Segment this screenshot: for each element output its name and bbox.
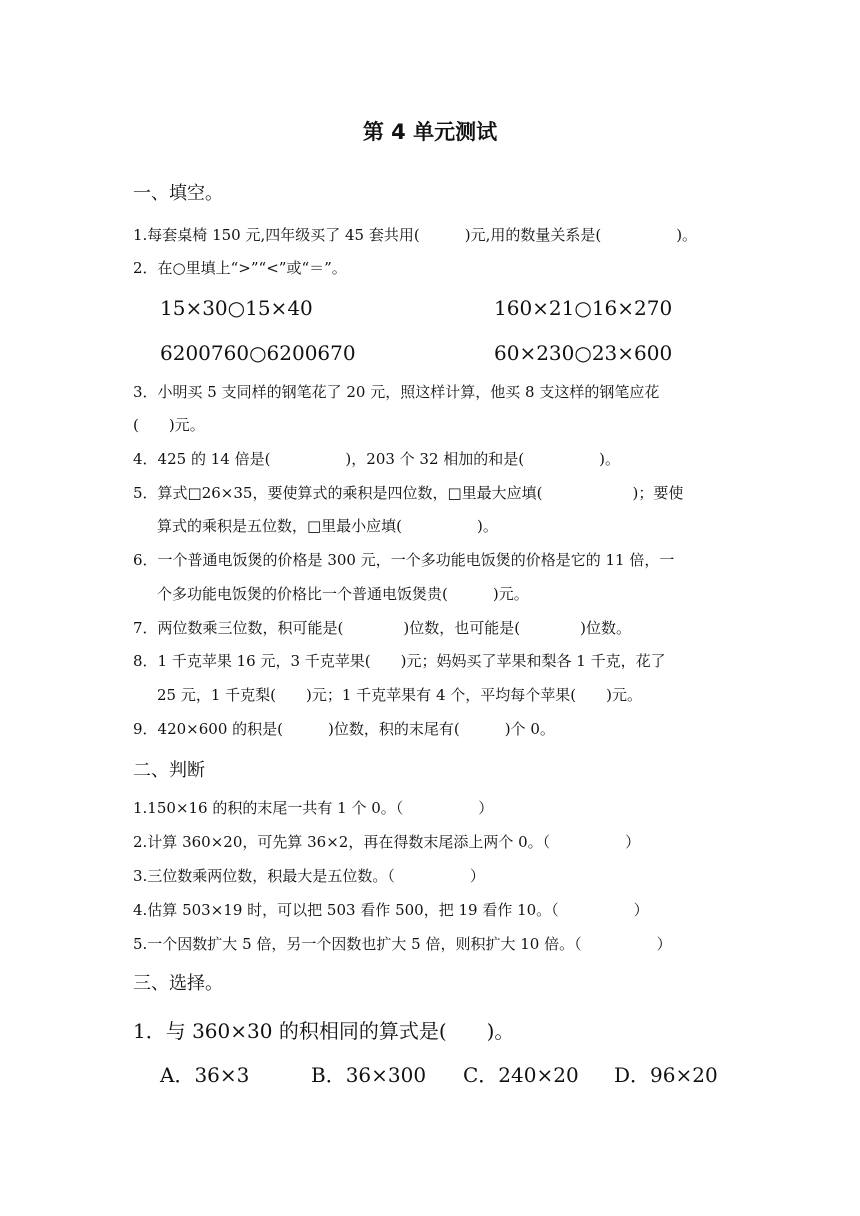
judge-item: 1.150×16 的积的末尾一共有 1 个 0。（ ）: [133, 799, 494, 817]
compare-item: 160×21○16×270: [494, 296, 673, 320]
question-3-line2: ( )元。: [133, 416, 205, 434]
question-2: 2．在○里填上“>”“<”或“＝”。: [133, 259, 347, 277]
judge-item: 5.一个因数扩大 5 倍，另一个因数也扩大 5 倍，则积扩大 10 倍。（ ）: [133, 935, 672, 953]
question-6-line1: 6．一个普通电饭煲的价格是 300 元，一个多功能电饭煲的价格是它的 11 倍，一: [133, 551, 675, 569]
compare-item: 60×230○23×600: [494, 341, 673, 365]
question-8-line2: 25 元，1 千克梨( )元；1 千克苹果有 4 个，平均每个苹果( )元。: [157, 686, 642, 704]
section1-heading: 一、填空。: [133, 183, 223, 204]
question-6-line2: 个多功能电饭煲的价格比一个普通电饭煲贵( )元。: [157, 585, 529, 603]
choice-option-b: B．36×300: [311, 1063, 427, 1087]
section2-heading: 二、判断: [133, 760, 205, 781]
choice-option-a: A．36×3: [160, 1063, 250, 1087]
question-8-line1: 8．1 千克苹果 16 元，3 千克苹果( )元；妈妈买了苹果和梨各 1 千克，花了: [133, 652, 666, 670]
question-9: 9．420×600 的积是( )位数，积的末尾有( )个 0。: [133, 720, 555, 738]
compare-item: 15×30○15×40: [160, 296, 313, 320]
page-title: 第 4 单元测试: [362, 120, 498, 144]
question-4: 4．425 的 14 倍是( )，203 个 32 相加的和是( )。: [133, 450, 620, 468]
judge-item: 2.计算 360×20，可先算 36×2，再在得数末尾添上两个 0。（ ）: [133, 833, 641, 851]
question-5-line2: 算式的乘积是五位数，□里最小应填( )。: [157, 517, 498, 535]
choice-option-c: C．240×20: [463, 1063, 579, 1087]
question-1: 1.每套桌椅 150 元,四年级买了 45 套共用( )元,用的数量关系是( )。: [133, 226, 698, 244]
choice-question-1: 1．与 360×30 的积相同的算式是( )。: [133, 1019, 515, 1043]
question-3-line1: 3．小明买 5 支同样的钢笔花了 20 元，照这样计算，他买 8 支这样的钢笔应花: [133, 383, 660, 401]
judge-item: 3.三位数乘两位数，积最大是五位数。（ ）: [133, 867, 485, 885]
compare-item: 6200760○6200670: [160, 341, 356, 365]
section3-heading: 三、选择。: [133, 973, 223, 994]
judge-item: 4.估算 503×19 时，可以把 503 看作 500，把 19 看作 10。（ ）: [133, 901, 649, 919]
choice-option-d: D．96×20: [614, 1063, 718, 1087]
question-7: 7．两位数乘三位数，积可能是( )位数，也可能是( )位数。: [133, 619, 631, 637]
question-5-line1: 5．算式□26×35，要使算式的乘积是四位数，□里最大应填( )；要使: [133, 484, 684, 502]
